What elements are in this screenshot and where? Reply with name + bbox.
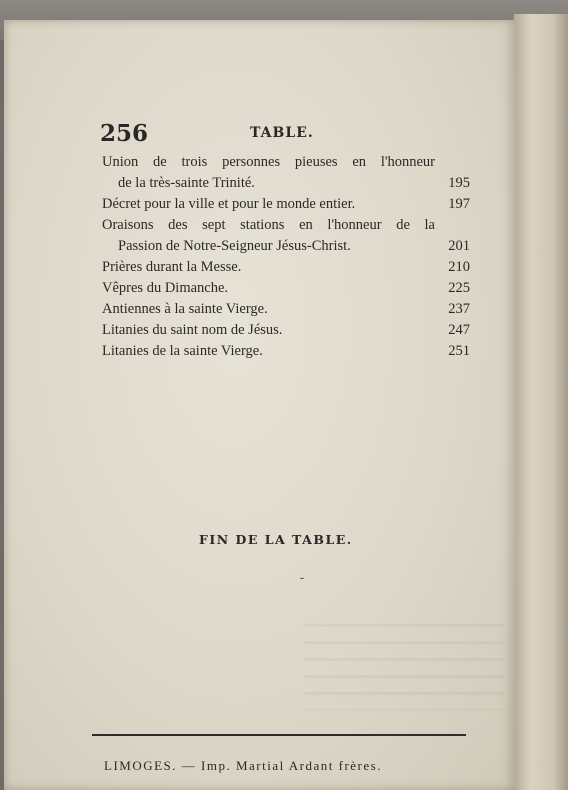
- printer-imprint: LIMOGES. — Imp. Martial Ardant frères.: [104, 758, 382, 773]
- facing-page-edge: [512, 14, 568, 790]
- toc-entry-title: Passion de Notre-Seigneur Jésus-Christ.: [118, 238, 351, 254]
- footer-rule: [92, 734, 466, 736]
- toc-entry-title: Oraisons des sept stations en l'honneur de la: [102, 217, 435, 233]
- toc-entry-page: 210: [448, 259, 470, 275]
- toc-entry-title: Antiennes à la sainte Vierge.: [102, 301, 268, 317]
- toc-entry-title: de la très-sainte Trinité.: [118, 175, 255, 191]
- toc-entry-page: 247: [448, 322, 470, 338]
- toc-entry-page: 237: [448, 301, 470, 317]
- toc-entry-page: 251: [448, 343, 470, 359]
- toc-entry-page: 201: [448, 238, 470, 254]
- toc-entry: [102, 173, 470, 194]
- page-number: 256: [100, 120, 149, 147]
- table-of-contents: [102, 152, 470, 362]
- toc-entry: [102, 194, 470, 215]
- toc-entry: [102, 257, 470, 278]
- toc-entry: [102, 278, 470, 299]
- toc-entry-title: Union de trois personnes pieuses en l'honneur: [102, 154, 435, 170]
- running-title: TABLE.: [250, 125, 314, 141]
- toc-entry-title: Litanies de la sainte Vierge.: [102, 343, 263, 359]
- toc-entry-page: 197: [448, 196, 470, 212]
- toc-entry: [102, 341, 470, 362]
- toc-entry: [102, 236, 470, 257]
- toc-entry: [102, 215, 470, 236]
- toc-entry: [102, 152, 470, 173]
- toc-entry-page: 195: [448, 175, 470, 191]
- toc-entry-page: 225: [448, 280, 470, 296]
- book-page: [4, 20, 516, 790]
- toc-entry: [102, 299, 470, 320]
- ornament-icon: [300, 572, 304, 579]
- page-header: [100, 120, 440, 148]
- toc-entry-title: Prières durant la Messe.: [102, 259, 242, 275]
- toc-entry-title: Litanies du saint nom de Jésus.: [102, 322, 283, 338]
- toc-entry: [102, 320, 470, 341]
- bleed-through-texture: [304, 610, 504, 710]
- toc-entry-title: Décret pour la ville et pour le monde entier.: [102, 196, 356, 212]
- end-of-table-mark: FIN DE LA TABLE.: [199, 532, 353, 547]
- toc-entry-title: Vêpres du Dimanche.: [102, 280, 229, 296]
